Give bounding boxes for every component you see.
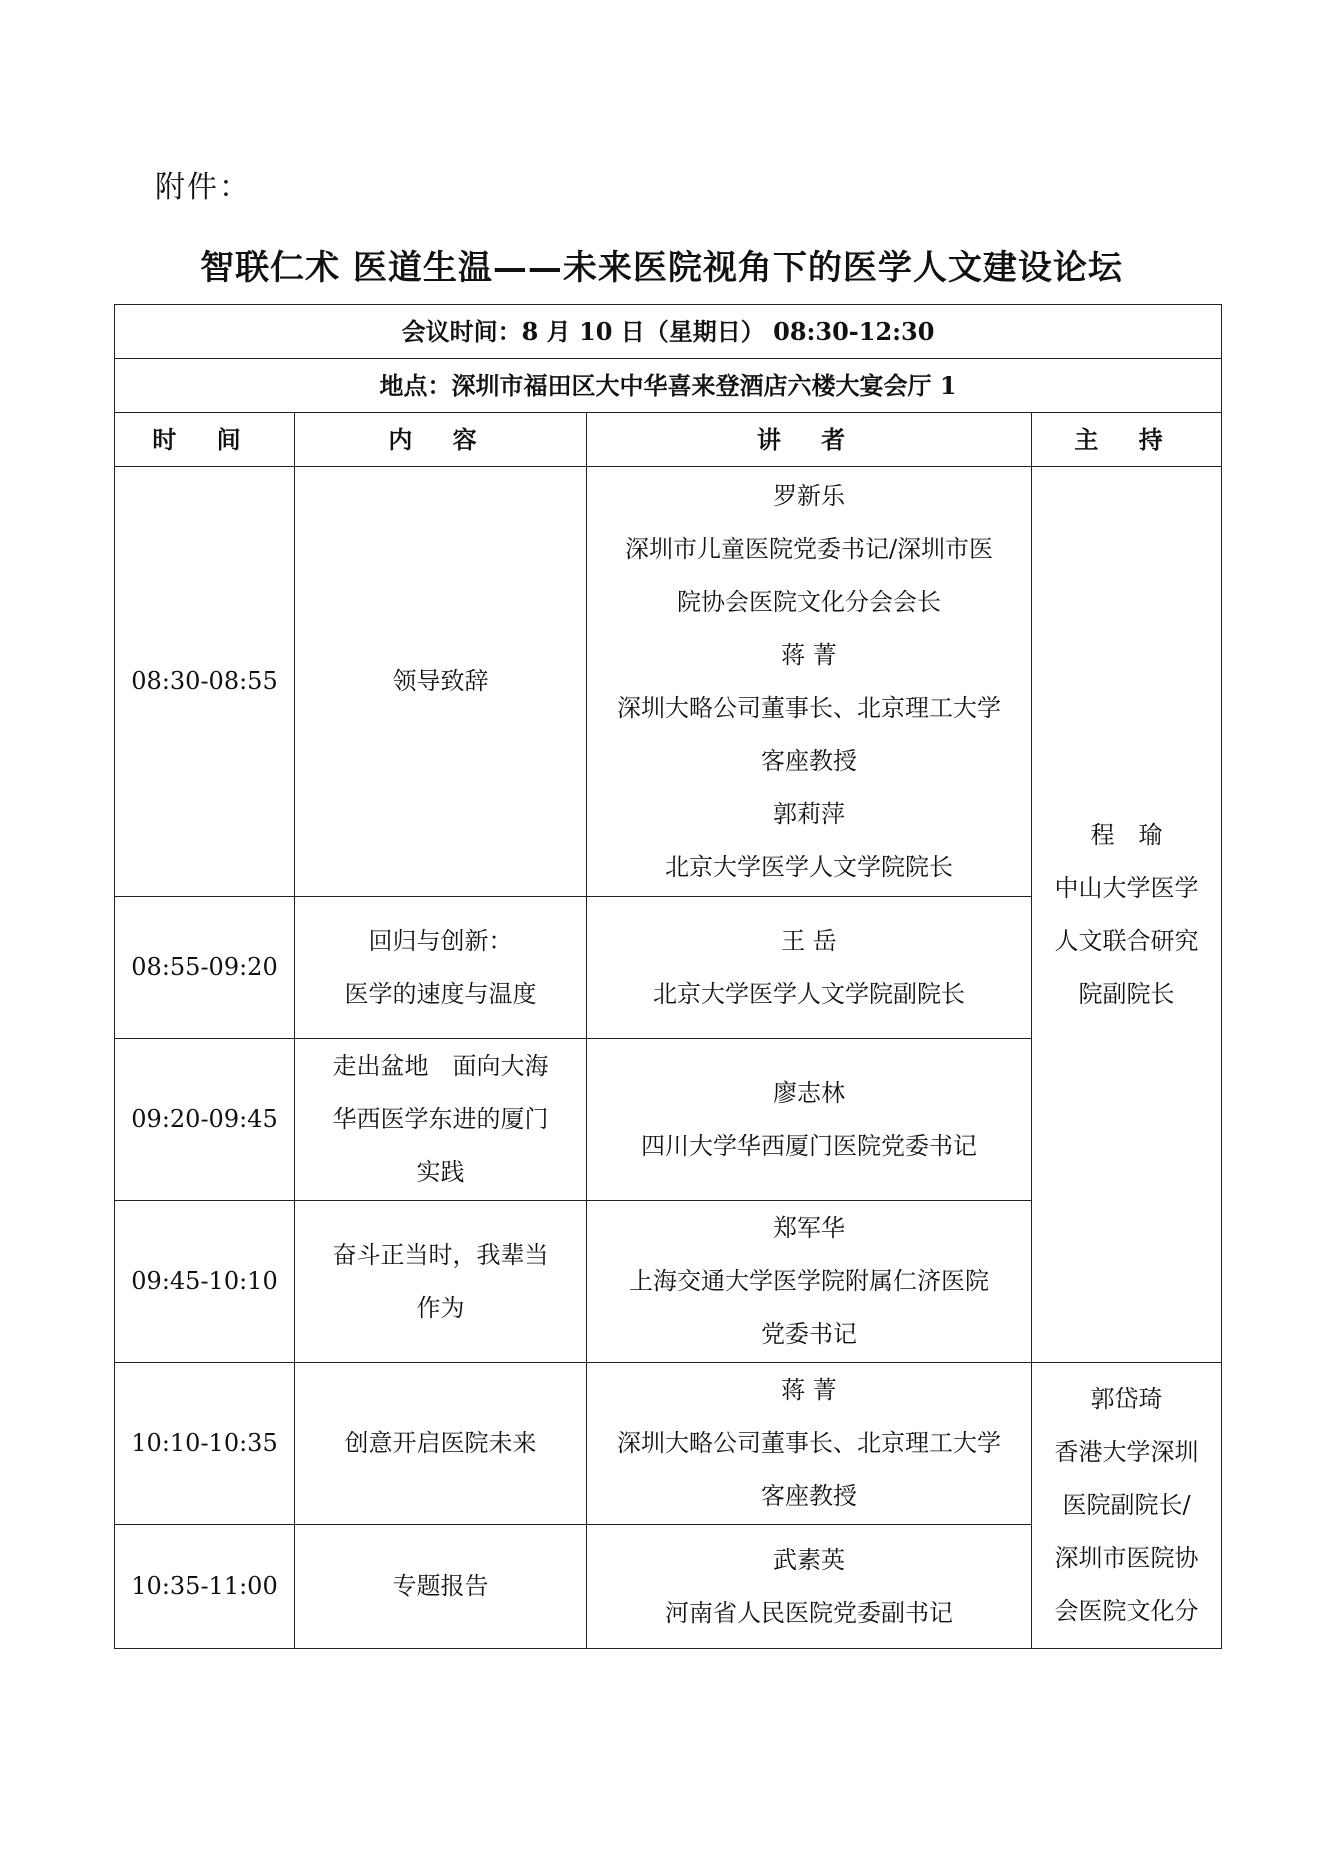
row-content — [295, 1525, 587, 1649]
host-line: 程 瑜 — [1090, 820, 1163, 849]
content-line: 作为 — [416, 1293, 465, 1322]
speaker-line: 罗新乐 — [773, 481, 845, 510]
content-line: 专题报告 — [392, 1572, 489, 1600]
host-line: 中山大学医学 — [1054, 873, 1199, 902]
row-time: 09:45-10:10 — [115, 1201, 295, 1363]
table-row — [115, 467, 1222, 897]
speaker-line: 北京大学医学人文学院副院长 — [653, 979, 965, 1008]
row-speaker — [587, 897, 1032, 1039]
content-line: 回归与创新： — [368, 926, 513, 955]
content-line: 走出盆地 面向大海 — [332, 1052, 549, 1080]
row-content — [295, 1039, 587, 1201]
speaker-line: 深圳市儿童医院党委书记/深圳市医 — [624, 534, 994, 563]
row-content — [295, 897, 587, 1039]
host-cell — [1032, 467, 1222, 1363]
speaker-line: 蒋 菁 — [781, 1376, 837, 1404]
header-time: 时 间 — [115, 413, 295, 467]
content-line: 奋斗正当时，我辈当 — [332, 1240, 549, 1269]
row-content — [295, 1363, 587, 1525]
speaker-line: 四川大学华西厦门医院党委书记 — [641, 1131, 977, 1160]
row-time: 09:20-09:45 — [115, 1039, 295, 1201]
host-line: 人文联合研究 — [1054, 926, 1199, 955]
speaker-line: 郭莉萍 — [773, 799, 845, 828]
row-time: 10:35-11:00 — [115, 1525, 295, 1649]
speaker-line: 蒋 菁 — [781, 640, 837, 669]
schedule-table — [114, 304, 1222, 1649]
content-line: 创意开启医院未来 — [344, 1429, 537, 1457]
content-line: 华西医学东进的厦门 — [332, 1105, 549, 1133]
speaker-line: 廖志林 — [773, 1078, 845, 1107]
speaker-line: 北京大学医学人文学院院长 — [665, 852, 953, 881]
row-content — [295, 1201, 587, 1363]
host-line: 香港大学深圳 — [1054, 1438, 1199, 1466]
header-content: 内 容 — [295, 413, 587, 467]
row-speaker — [587, 1201, 1032, 1363]
header-speaker: 讲 者 — [587, 413, 1032, 467]
row-speaker — [587, 1363, 1032, 1525]
host-line: 会医院文化分 — [1054, 1597, 1199, 1625]
meeting-time: 会议时间：8 月 10 日（星期日） 08:30-12:30 — [115, 305, 1222, 359]
row-content — [295, 467, 587, 897]
content-line: 领导致辞 — [392, 667, 489, 695]
host-cell — [1032, 1363, 1222, 1649]
row-speaker — [587, 467, 1032, 897]
row-speaker — [587, 1525, 1032, 1649]
speaker-line: 院协会医院文化分会会长 — [677, 587, 941, 616]
page-title: 智联仁术 医道生温——未来医院视角下的医学人文建设论坛 — [200, 248, 1123, 288]
content-line: 实践 — [416, 1158, 465, 1186]
row-time: 08:55-09:20 — [115, 897, 295, 1039]
speaker-line: 武素英 — [773, 1545, 845, 1574]
header-host: 主 持 — [1032, 413, 1222, 467]
host-line: 院副院长 — [1078, 979, 1175, 1008]
row-time: 08:30-08:55 — [115, 467, 295, 897]
host-line: 医院副院长/ — [1062, 1491, 1191, 1519]
speaker-line: 客座教授 — [761, 746, 857, 775]
row-time: 10:10-10:35 — [115, 1363, 295, 1525]
host-line: 郭岱琦 — [1090, 1385, 1163, 1413]
speaker-line: 郑军华 — [773, 1214, 845, 1242]
speaker-line: 王 岳 — [781, 926, 837, 955]
row-speaker — [587, 1039, 1032, 1201]
host-line: 深圳市医院协 — [1054, 1544, 1199, 1572]
speaker-line: 河南省人民医院党委副书记 — [665, 1598, 953, 1627]
speaker-line: 党委书记 — [761, 1320, 857, 1348]
content-line: 医学的速度与温度 — [344, 979, 537, 1008]
attachment-label: 附件： — [155, 170, 251, 205]
table-row — [115, 1363, 1222, 1525]
speaker-line: 深圳大略公司董事长、北京理工大学 — [617, 1429, 1001, 1457]
speaker-line: 深圳大略公司董事长、北京理工大学 — [617, 693, 1001, 722]
meeting-location: 地点：深圳市福田区大中华喜来登酒店六楼大宴会厅 1 — [115, 359, 1222, 413]
table-header-row — [115, 413, 1222, 467]
speaker-line: 上海交通大学医学院附属仁济医院 — [629, 1267, 989, 1295]
speaker-line: 客座教授 — [761, 1482, 857, 1510]
